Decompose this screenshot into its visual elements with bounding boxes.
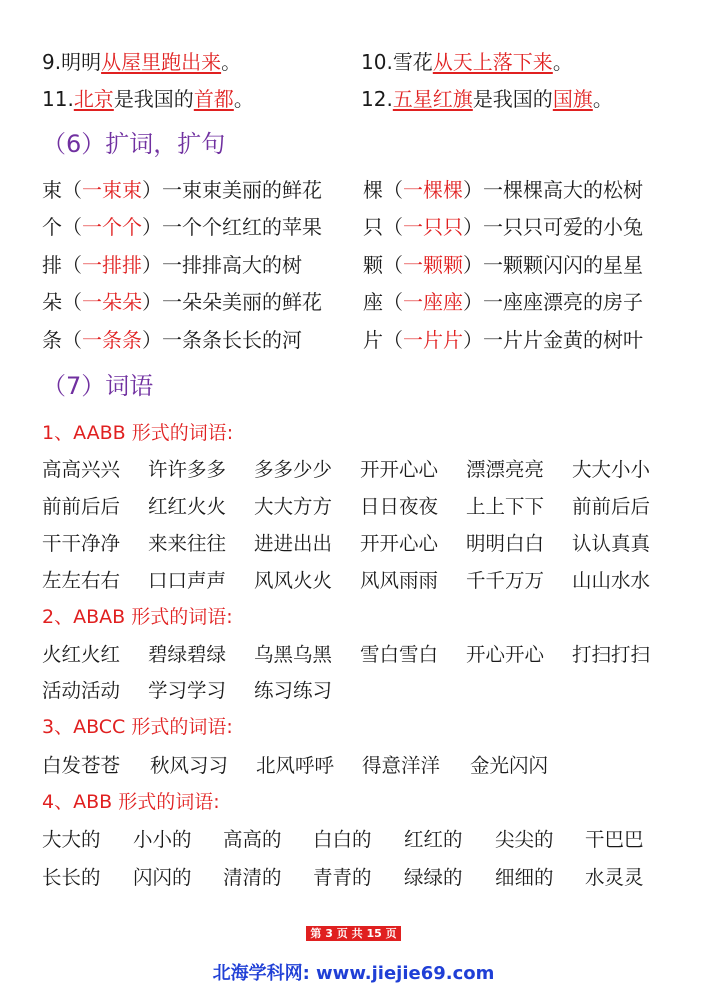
word-item: 得意洋洋: [362, 754, 441, 777]
word-item: 白白的: [313, 828, 372, 851]
word-item: 红红火火: [148, 495, 227, 518]
word-item: 火红火红: [42, 643, 121, 666]
word-item: 开开心心: [360, 458, 439, 481]
abcc-label: 3、ABCC 形式的词语:: [42, 716, 233, 738]
word-item: 细细的: [495, 866, 554, 889]
answer-highlight: 五星红旗: [392, 87, 473, 111]
word-item: 干干净净: [42, 532, 121, 555]
word-item: 青青的: [313, 866, 372, 889]
word-item: 千千万万: [466, 569, 545, 592]
word-item: 小小的: [133, 828, 192, 851]
word-item: 清清的: [223, 866, 282, 889]
sentence-12: 12.五星红旗是我国的国旗。: [361, 87, 613, 111]
word-item: 大大小小: [572, 458, 651, 481]
word-item: 山山水水: [572, 569, 651, 592]
answer-highlight: 北京: [73, 87, 114, 111]
page-counter: 第 3 页 共 15 页: [0, 927, 707, 941]
word-item: 进进出出: [254, 532, 333, 555]
word-item: 明明白白: [466, 532, 545, 555]
section-6-title: （6）扩词，扩句: [42, 130, 226, 158]
word-item: 漂漂亮亮: [466, 458, 545, 481]
expansion-item: 颗（一颗颗）一颗颗闪闪的星星: [363, 253, 643, 277]
word-item: 开心开心: [466, 643, 545, 666]
word-item: 高高兴兴: [42, 458, 121, 481]
sentence-9: 9.明明从屋里跑出来。: [42, 50, 242, 74]
answer-highlight: 国旗: [552, 87, 593, 111]
section-7-title: （7）词语: [42, 372, 154, 400]
word-item: 碧绿碧绿: [148, 643, 227, 666]
word-item: 日日夜夜: [360, 495, 439, 518]
word-item: 多多少少: [254, 458, 333, 481]
answer-fill: 一座座: [403, 290, 463, 314]
answer-fill: 一个个: [82, 215, 142, 239]
answer-highlight: 首都: [193, 87, 234, 111]
word-item: 口口声声: [148, 569, 227, 592]
answer-highlight: 从屋里跑出来: [101, 50, 222, 74]
word-item: 长长的: [42, 866, 101, 889]
word-item: 打扫打扫: [572, 643, 651, 666]
answer-fill: 一颗颗: [403, 253, 463, 277]
word-item: 开开心心: [360, 532, 439, 555]
expansion-item: 条（一条条）一条条长长的河: [42, 328, 302, 352]
word-item: 风风雨雨: [360, 569, 439, 592]
expansion-item: 片（一片片）一片片金黄的树叶: [363, 328, 643, 352]
word-item: 大大的: [42, 828, 101, 851]
answer-fill: 一条条: [82, 328, 142, 352]
word-item: 练习练习: [254, 679, 333, 702]
word-item: 高高的: [223, 828, 282, 851]
word-item: 秋风习习: [150, 754, 229, 777]
answer-fill: 一朵朵: [82, 290, 142, 314]
expansion-item: 排（一排排）一排排高大的树: [42, 253, 302, 277]
answer-highlight: 从天上落下来: [432, 50, 553, 74]
word-item: 前前后后: [42, 495, 121, 518]
word-item: 许许多多: [148, 458, 227, 481]
word-item: 闪闪的: [133, 866, 192, 889]
word-item: 干巴巴: [585, 828, 644, 851]
site-footer: 北海学科网: www.jiejie69.com: [212, 963, 495, 984]
expansion-item: 座（一座座）一座座漂亮的房子: [363, 290, 643, 314]
word-item: 左左右右: [42, 569, 121, 592]
word-item: 红红的: [404, 828, 463, 851]
expansion-item: 只（一只只）一只只可爱的小兔: [363, 215, 643, 239]
answer-fill: 一只只: [403, 215, 463, 239]
sentence-10: 10.雪花从天上落下来。: [361, 50, 573, 74]
expansion-item: 棵（一棵棵）一棵棵高大的松树: [363, 178, 643, 202]
word-item: 北风呼呼: [256, 754, 335, 777]
word-item: 绿绿的: [404, 866, 463, 889]
answer-fill: 一片片: [403, 328, 463, 352]
word-item: 前前后后: [572, 495, 651, 518]
word-item: 上上下下: [466, 495, 545, 518]
answer-fill: 一束束: [82, 178, 142, 202]
sentence-11: 11.北京是我国的首都。: [42, 87, 254, 111]
word-item: 学习学习: [148, 679, 227, 702]
word-item: 大大方方: [254, 495, 333, 518]
word-item: 尖尖的: [495, 828, 554, 851]
aabb-label: 1、AABB 形式的词语:: [42, 422, 234, 444]
answer-fill: 一排排: [82, 253, 142, 277]
word-item: 金光闪闪: [470, 754, 549, 777]
expansion-item: 个（一个个）一个个红红的苹果: [42, 215, 322, 239]
answer-fill: 一棵棵: [403, 178, 463, 202]
expansion-item: 束（一束束）一束束美丽的鲜花: [42, 178, 322, 202]
word-item: 来来往往: [148, 532, 227, 555]
word-item: 雪白雪白: [360, 643, 439, 666]
word-item: 活动活动: [42, 679, 121, 702]
word-item: 乌黑乌黑: [254, 643, 333, 666]
abb-label: 4、ABB 形式的词语:: [42, 791, 220, 813]
abab-label: 2、ABAB 形式的词语:: [42, 606, 233, 628]
word-item: 白发苍苍: [42, 754, 121, 777]
expansion-item: 朵（一朵朵）一朵朵美丽的鲜花: [42, 290, 322, 314]
word-item: 风风火火: [254, 569, 333, 592]
word-item: 认认真真: [572, 532, 651, 555]
word-item: 水灵灵: [585, 866, 644, 889]
